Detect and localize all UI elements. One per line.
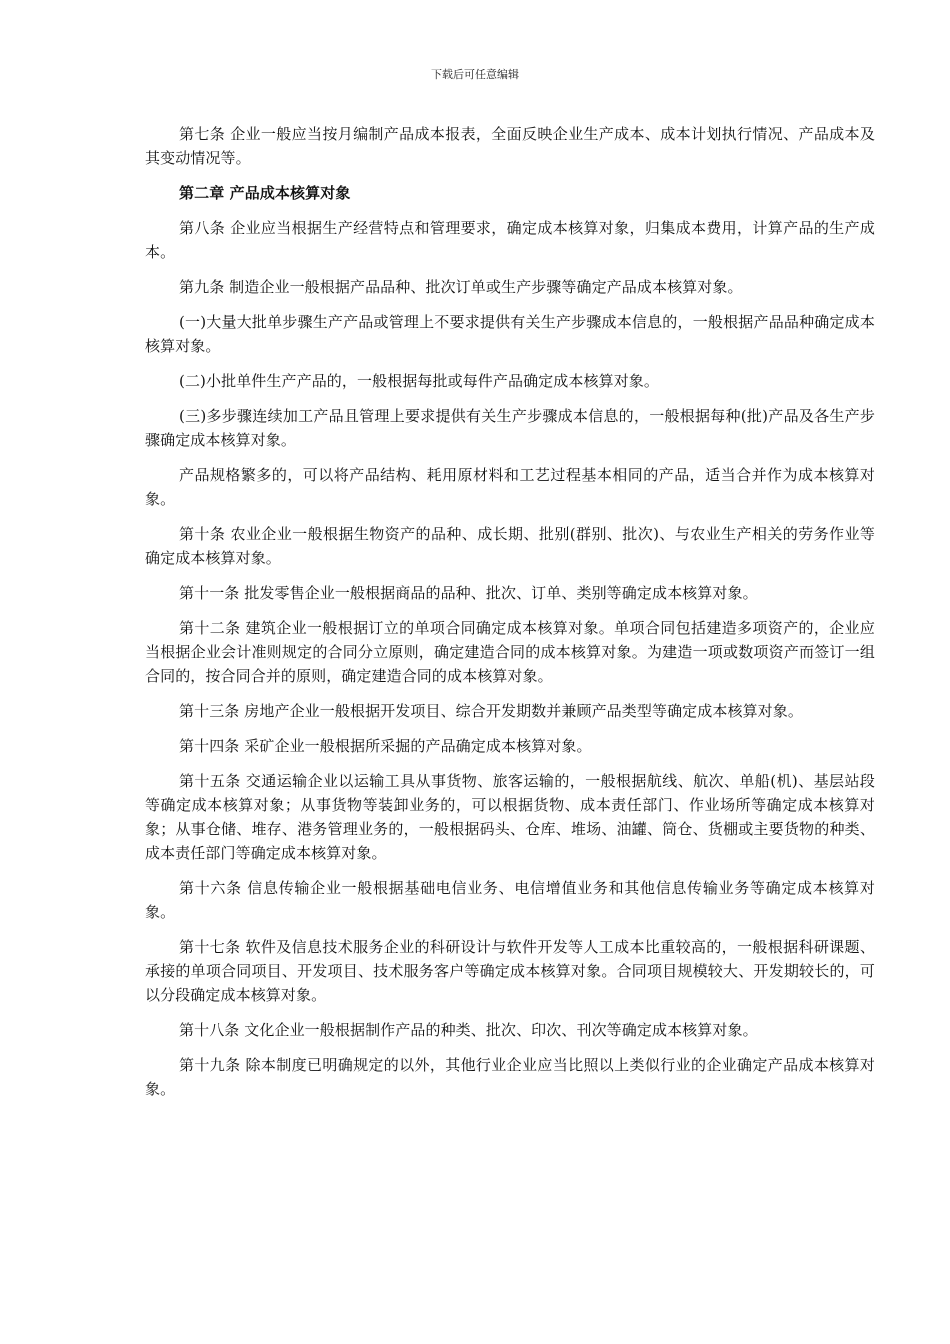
article-18: 第十八条 文化企业一般根据制作产品的种类、批次、印次、刊次等确定成本核算对象。 (179, 1021, 758, 1039)
document-body (145, 122, 875, 1112)
article-12: 第十二条 建筑企业一般根据订立的单项合同确定成本核算对象。单项合同包括建造多项资产的，企业应当根据企业会计准则规定的合同分立原则，确定建造合同的成本核算对象。为建造一项或数项资产而签订一组合同的，按合同合并的原则，确定建造合同的成本核算对象。 (145, 619, 875, 685)
article-11: 第十一条 批发零售企业一般根据商品的品种、批次、订单、类别等确定成本核算对象。 (179, 584, 758, 602)
article-9: 第九条 制造企业一般根据产品品种、批次订单或生产步骤等确定产品成本核算对象。 (179, 278, 743, 296)
article-14: 第十四条 采矿企业一般根据所采掘的产品确定成本核算对象。 (179, 737, 592, 755)
article-10: 第十条 农业企业一般根据生物资产的品种、成长期、批别(群别、批次)、与农业生产相关的劳务作业等确定成本核算对象。 (145, 525, 875, 567)
article-15: 第十五条 交通运输企业以运输工具从事货物、旅客运输的，一般根据航线、航次、单船(机)、基层站段等确定成本核算对象；从事货物等装卸业务的，可以根据货物、成本责任部门、作业场所等确定成本核算对象；从事仓储、堆存、港务管理业务的，一般根据码头、仓库、堆场、油罐、筒仓、货棚或主要货物的种类、成本责任部门等确定成本核算对象。 (145, 772, 875, 862)
article-16: 第十六条 信息传输企业一般根据基础电信业务、电信增值业务和其他信息传输业务等确定成本核算对象。 (145, 879, 875, 921)
article-8: 第八条 企业应当根据生产经营特点和管理要求，确定成本核算对象，归集成本费用，计算产品的生产成本。 (145, 219, 875, 261)
article-9-item-2: (二)小批单件生产产品的，一般根据每批或每件产品确定成本核算对象。 (179, 372, 660, 390)
page-header: 下载后可任意编辑 (431, 68, 519, 81)
article-9-item-3: (三)多步骤连续加工产品且管理上要求提供有关生产步骤成本信息的，一般根据每种(批)产品及各生产步骤确定成本核算对象。 (145, 407, 875, 449)
article-19: 第十九条 除本制度已明确规定的以外，其他行业企业应当比照以上类似行业的企业确定产品成本核算对象。 (145, 1056, 875, 1098)
article-13: 第十三条 房地产企业一般根据开发项目、综合开发期数并兼顾产品类型等确定成本核算对象。 (179, 702, 803, 720)
article-9-note: 产品规格繁多的，可以将产品结构、耗用原材料和工艺过程基本相同的产品，适当合并作为成本核算对象。 (145, 466, 875, 508)
article-9-item-1: (一)大量大批单步骤生产产品或管理上不要求提供有关生产步骤成本信息的，一般根据产品品种确定成本核算对象。 (145, 313, 875, 355)
article-7: 第七条 企业一般应当按月编制产品成本报表，全面反映企业生产成本、成本计划执行情况、产品成本及其变动情况等。 (145, 125, 875, 167)
article-17: 第十七条 软件及信息技术服务企业的科研设计与软件开发等人工成本比重较高的，一般根据科研课题、承接的单项合同项目、开发项目、技术服务客户等确定成本核算对象。合同项目规模较大、开发期较长的，可以分段确定成本核算对象。 (145, 938, 875, 1004)
chapter-2-heading: 第二章 产品成本核算对象 (179, 184, 351, 202)
